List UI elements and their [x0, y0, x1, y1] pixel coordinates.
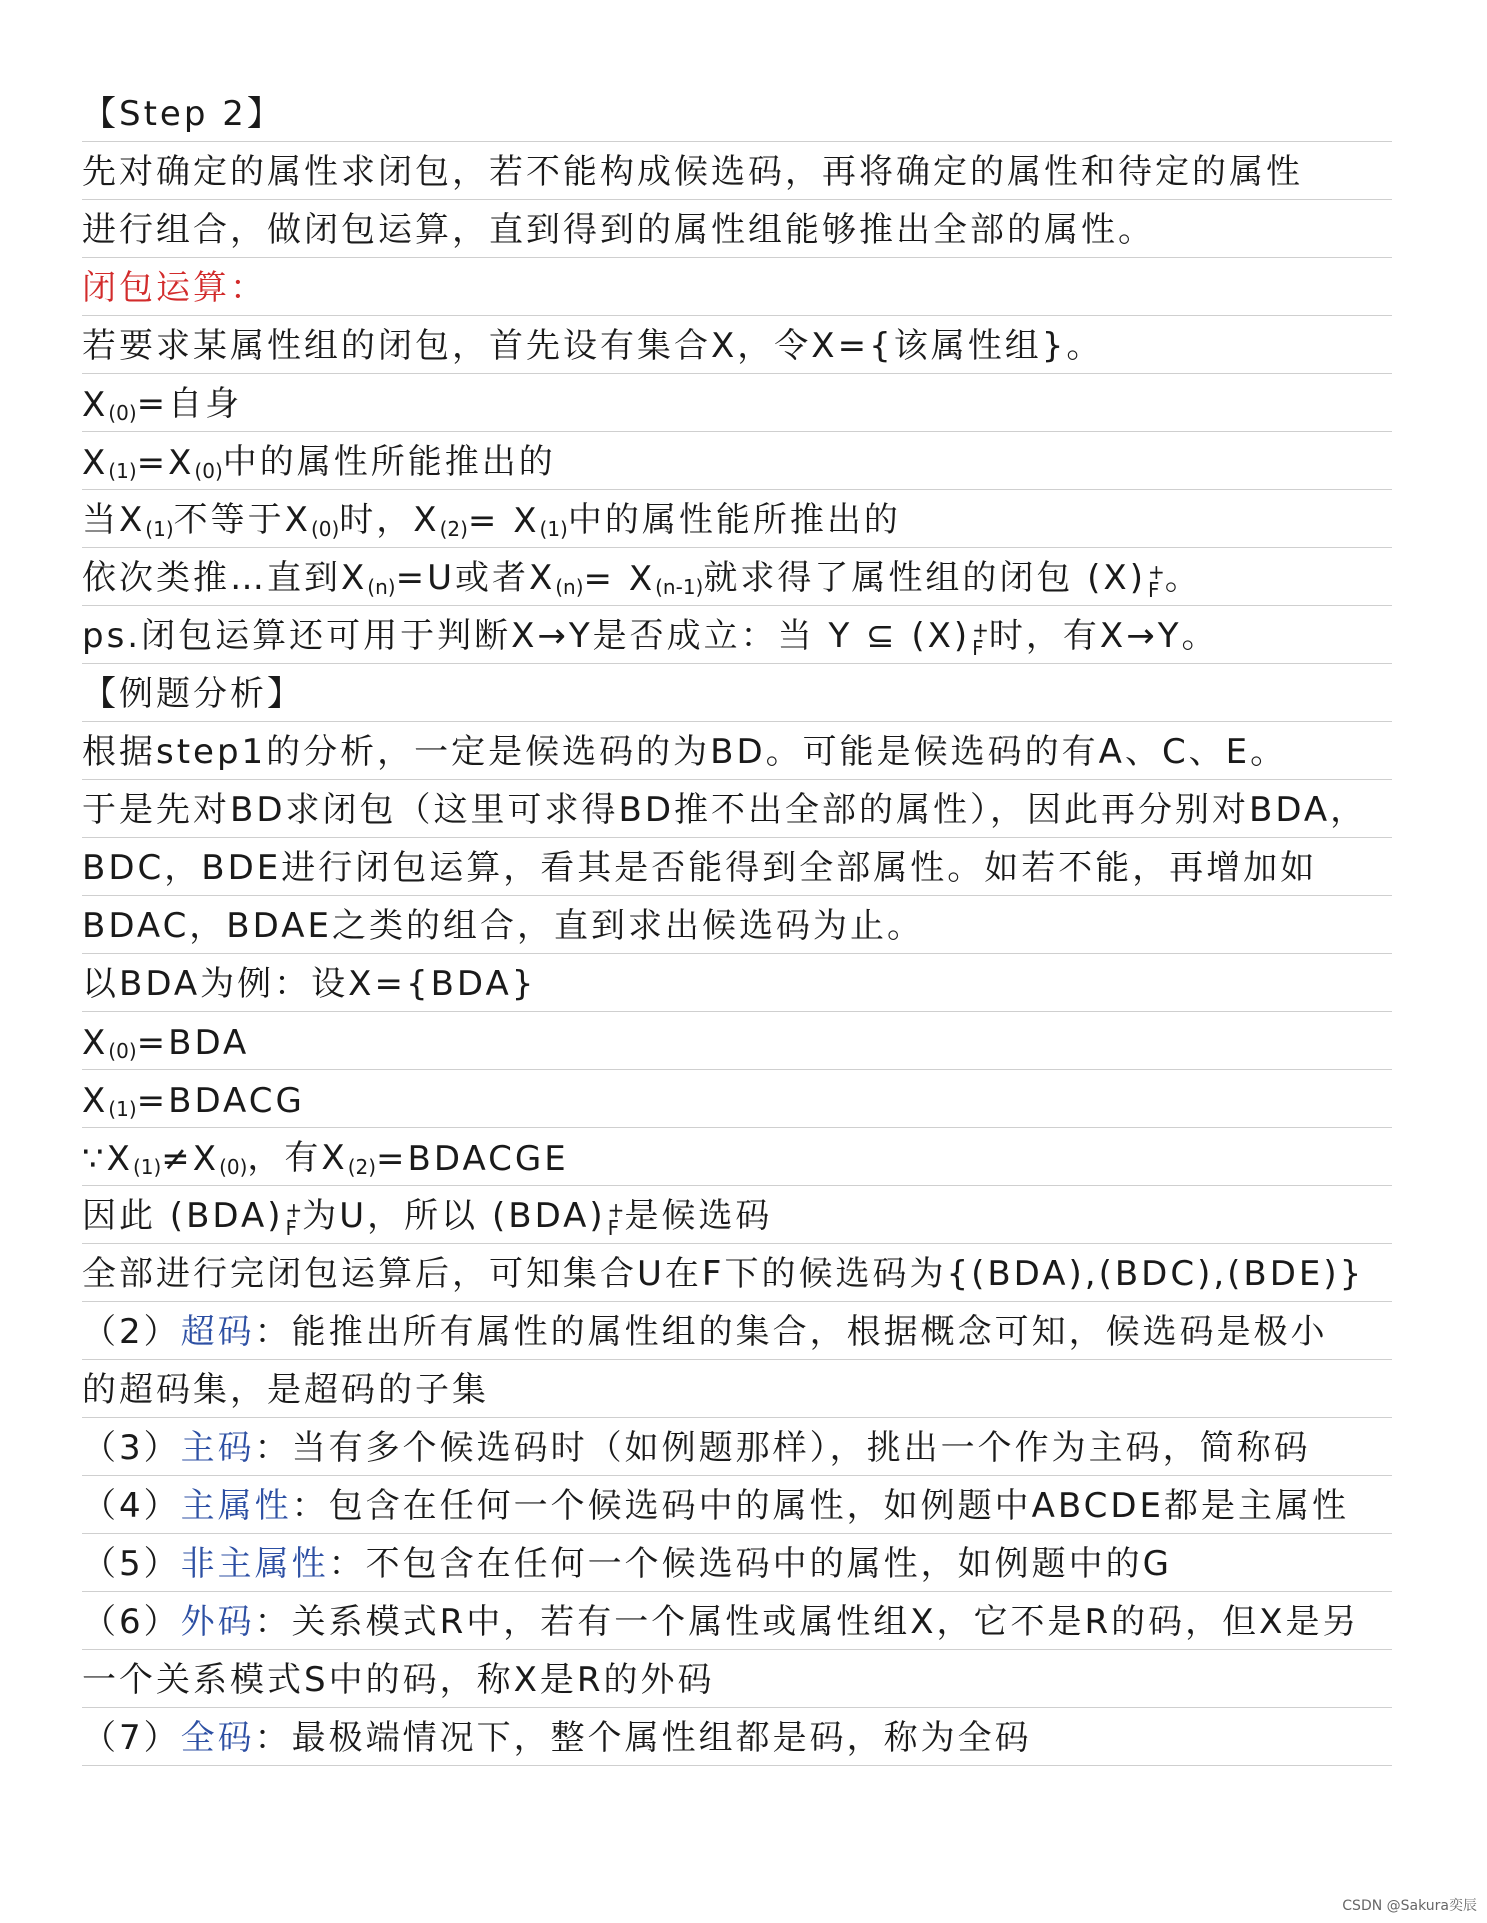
definition-line: （7） 全码 ：最极端情况下，整个属性组都是码，称为全码	[82, 1708, 1392, 1766]
term-all-key: 全码	[180, 1718, 255, 1758]
text-line: 先对确定的属性求闭包，若不能构成候选码，再将确定的属性和待定的属性	[82, 142, 1392, 200]
formula-line: 因此 (BDA) + F 为U，所以 (BDA) + F 是候选码	[82, 1186, 1392, 1244]
text-line: 根据step1的分析，一定是候选码的为BD。可能是候选码的有A、C、E。	[82, 722, 1392, 780]
definition-line: （6） 外码 ：关系模式R中，若有一个属性或属性组X，它不是R的码，但X是另	[82, 1592, 1392, 1650]
step2-heading: 【Step 2】	[82, 84, 1392, 142]
formula-line: X $_{(1)}$ =X $_{(0)}$ 中的属性所能推出的	[82, 432, 1392, 490]
formula-line: ps.闭包运算还可用于判断X→Y是否成立：当 Y ⊆ (X) + F 时，有X→Y。	[82, 606, 1392, 664]
text-line: 以BDA为例：设X={BDA}	[82, 954, 1392, 1012]
text-line: 的超码集，是超码的子集	[82, 1360, 1392, 1418]
formula-line: 依次类推…直到X $_{(n)}$ =U或者X $_{(n)}$ = X $_{(n-1)}$ 就求得了属性组的闭包 (X) + F 。	[82, 548, 1392, 606]
definition-line: （2） 超码 ：能推出所有属性的属性组的集合，根据概念可知，候选码是极小	[82, 1302, 1392, 1360]
watermark: CSDN @Sakura奕辰	[1342, 1898, 1477, 1914]
formula-line: X $_{(0)}$ =自身	[82, 374, 1392, 432]
definition-line: （3） 主码 ：当有多个候选码时（如例题那样），挑出一个作为主码，简称码	[82, 1418, 1392, 1476]
formula-line: 当X $_{(1)}$ 不等于X $_{(0)}$ 时，X $_{(2)}$ = X $_{(1)}$ 中的属性能所推出的	[82, 490, 1392, 548]
term-primary-key: 主码	[180, 1428, 255, 1468]
definition-line: （4） 主属性 ：包含在任何一个候选码中的属性，如例题中ABCDE都是主属性	[82, 1476, 1392, 1534]
example-heading: 【例题分析】	[82, 664, 1392, 722]
text-line: BDC，BDE进行闭包运算，看其是否能得到全部属性。如若不能，再增加如	[82, 838, 1392, 896]
formula-line: X $_{(1)}$ =BDACG	[82, 1070, 1392, 1128]
text-line: 一个关系模式S中的码，称X是R的外码	[82, 1650, 1392, 1708]
text-line: 进行组合，做闭包运算，直到得到的属性组能够推出全部的属性。	[82, 200, 1392, 258]
formula-line: ∵X $_{(1)}$ ≠X $_{(0)}$ ，有X $_{(2)}$ =BDACGE	[82, 1128, 1392, 1186]
formula-line: X $_{(0)}$ =BDA	[82, 1012, 1392, 1070]
text-line: 全部进行完闭包运算后，可知集合U在F下的候选码为{(BDA),(BDC),(BDE)}	[82, 1244, 1392, 1302]
term-nonprime-attribute: 非主属性	[180, 1544, 329, 1584]
closure-heading: 闭包运算：	[82, 258, 1392, 316]
term-superkey: 超码	[180, 1312, 255, 1352]
text-line: BDAC，BDAE之类的组合，直到求出候选码为止。	[82, 896, 1392, 954]
text-line: 若要求某属性组的闭包，首先设有集合X，令X={该属性组}。	[82, 316, 1392, 374]
term-foreign-key: 外码	[180, 1602, 255, 1642]
text-line: 于是先对BD求闭包（这里可求得BD推不出全部的属性），因此再分别对BDA，	[82, 780, 1392, 838]
definition-line: （5） 非主属性 ：不包含在任何一个候选码中的属性，如例题中的G	[82, 1534, 1392, 1592]
term-prime-attribute: 主属性	[180, 1486, 292, 1526]
